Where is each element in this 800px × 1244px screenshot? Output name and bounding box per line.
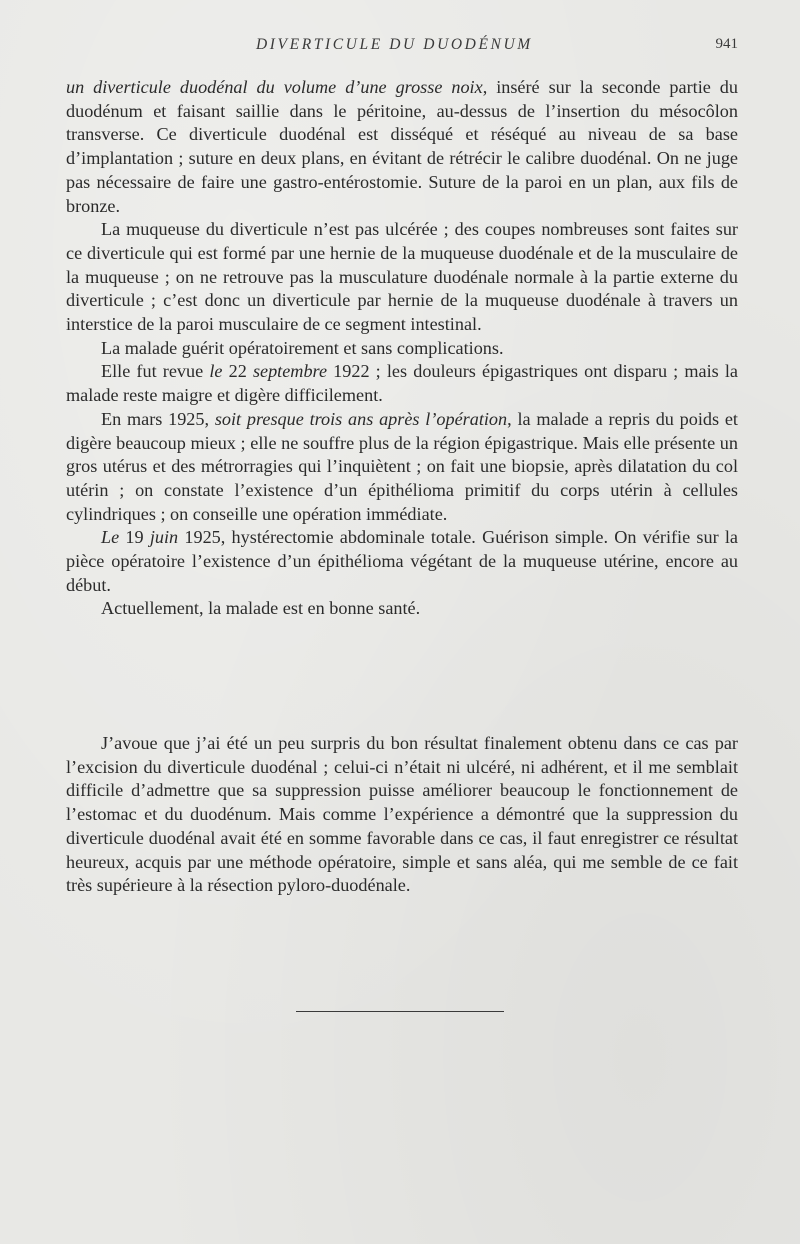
text-span: le: [209, 361, 223, 382]
text-span: 22: [222, 361, 253, 382]
text-span: , la malade a repris du poids et digère beaucoup mieux ; elle ne souffre plus de la région épigastrique. Mais elle présente un gros utérus et des métrorragies qui l’inquiètent ; on fait une biopsie, après dilatation du col utérin ; on constate l’existence d’un épithélioma primitif du corps utérin à cellules cylindriques ; on conseille une opération immédiate.: [66, 408, 738, 524]
paragraph-7: [66, 597, 738, 621]
text-span: La malade guérit opératoirement et sans complications.: [101, 337, 504, 358]
text-span: juin: [149, 527, 179, 548]
paragraph-1: [66, 76, 738, 218]
conclusion-text: [66, 732, 738, 898]
paragraph-3: [66, 337, 738, 361]
text-span: , inséré sur la seconde partie du duodénum et faisant saillie dans le péritoine, au-dessus de l’insertion du mésocôlon transverse. Ce diverticule duodénal est disséqué et réséqué au niveau de sa base d’implantation ; suture en deux plans, en évitant de rétrécir le calibre duodénal. On ne juge pas nécessaire de faire une gastro-entérostomie. Suture de la paroi en un plan, aux fils de bronze.: [66, 77, 738, 216]
text-span: Le: [101, 527, 120, 548]
conclusion-paragraph: J’avoue que j’ai été un peu surpris du bon résultat finalement obtenu dans ce cas par l’excision du diverticule duodénal ; celui-ci n’était ni ulcéré, ni adhérent, et il me semblait difficile d’admettre que sa suppression puisse améliorer beaucoup le fonctionnement de l’estomac et du duodénum. Mais comme l’expérience a démontré que la suppression du diverticule duodénal avait été en somme favorable dans ce cas, il faut enregistrer ce résultat heureux, acquis par une méthode opératoire, simple et sans aléa, qui me semble de ce fait très supérieure à la résection pyloro-duodénale.: [66, 733, 738, 896]
text-span: Elle fut revue: [101, 361, 210, 382]
text-span: En mars 1925,: [101, 408, 215, 429]
text-span: 1925, hystérectomie abdominale totale. Guérison simple. On vérifie sur la pièce opératoire l’existence d’un épithélioma végétant de la muqueuse utérine, encore au début.: [66, 527, 739, 595]
running-title: DIVERTICULE DU DUODÉNUM: [256, 36, 533, 53]
paragraph-2: [66, 218, 738, 337]
text-span: Actuellement, la malade est en bonne santé.: [101, 598, 421, 619]
paragraph-6: [66, 526, 738, 597]
text-span: 19: [119, 527, 150, 548]
paragraph-4: [66, 360, 738, 407]
page-header: [66, 36, 738, 60]
text-span: La muqueuse du diverticule n’est pas ulcérée ; des coupes nombreuses sont faites sur ce diverticule qui est formé par une hernie de la muqueuse duodénale et de la musculaire de la muqueuse ; on ne retrouve pas la musculature duodénale normale à la partie externe du diverticule ; c’est donc un diverticule par hernie de la muqueuse duodénale à travers un interstice de la paroi musculaire de ce segment intestinal.: [66, 219, 738, 335]
text-span: 1922 ; les douleurs épigastriques ont disparu ; mais la malade reste maigre et digère difficilement.: [66, 361, 738, 406]
page-number: 941: [715, 36, 738, 52]
text-span: un diverticule duodénal du volume d’une grosse noix: [66, 77, 483, 97]
paragraph-5: [66, 408, 738, 527]
text-span: septembre: [252, 361, 328, 382]
section-end-rule: [296, 1011, 504, 1012]
case-report-text: [66, 76, 738, 621]
text-span: soit presque trois ans après l’opération: [214, 408, 508, 429]
